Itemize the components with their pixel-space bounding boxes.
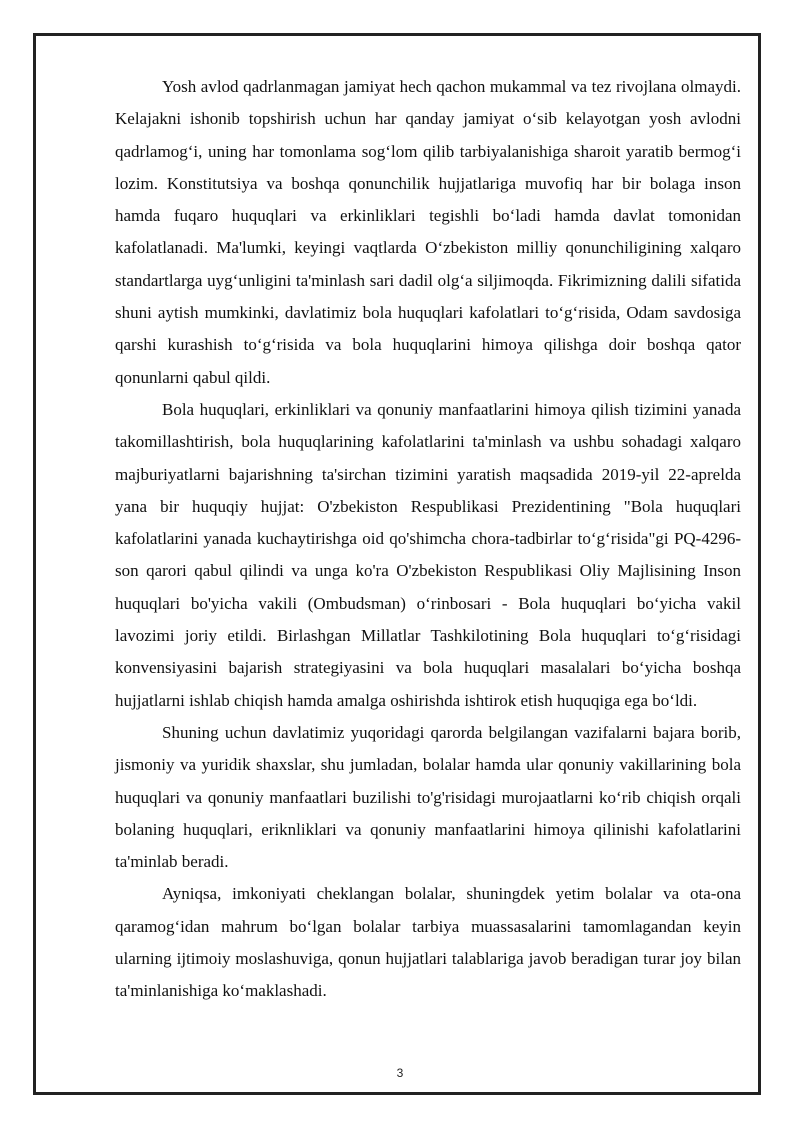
page-number: 3: [396, 1066, 404, 1080]
paragraph-1: Yosh avlod qadrlanmagan jamiyat hech qachon mukammal va tez rivojlana olmaydi. Kelajakni ishonib topshirish uchun har qanday jamiyat o‘sib kelayotgan yosh avlodni qadrlamog‘i, uning har tomonlama sog‘lom qilib tarbiyalanishiga sharoit yaratib bermog‘i lozim. Konstitutsiya va boshqa qonunchilik hujjatlariga muvofiq har bir bolaga inson hamda fuqaro huquqlari va erkinliklari tegishli bo‘ladi hamda davlat tomonidan kafolatlanadi. Ma'lumki, keyingi vaqtlarda O‘zbekiston milliy qonunchiligining xalqaro standartlarga uyg‘unligini ta'minlash sari dadil olg‘a siljimoqda. Fikrimizning dalili sifatida shuni aytish mumkinki, davlatimiz bola huquqlari kafolatlari to‘g‘risida, Odam savdosiga qarshi kurashish to‘g‘risida va bola huquqlarini himoya qilishga doir boshqa qator qonunlarni qabul qildi.: [115, 77, 741, 387]
paragraph-3: Shuning uchun davlatimiz yuqoridagi qarorda belgilangan vazifalarni bajara borib, jismoniy va yuridik shaxslar, shu jumladan, bolalar hamda ular qonuniy vakillarining bola huquqlari va qonuniy manfaatlari buzilishi to'g'risidagi murojaatlarni ko‘rib chiqish orqali bolaning huquqlari, eriknliklari va qonuniy manfaatlarini himoya qilinishi kafolatlarini ta'minlab beradi.: [115, 722, 741, 872]
paragraph-4: Ayniqsa, imkoniyati cheklangan bolalar, shuningdek yetim bolalar va ota-ona qaramog‘idan mahrum bo‘lgan bolalar tarbiya muassasalarini tamomlagandan keyin ularning ijtimoiy moslashuviga, qonun hujjatlari talablariga javob beradigan turar joy bilan ta'minlanishiga ko‘maklashadi.: [115, 884, 741, 1001]
document-body: [115, 71, 741, 1008]
paragraph-2: Bola huquqlari, erkinliklari va qonuniy manfaatlarini himoya qilish tizimini yanada takomillashtirish, bola huquqlarining kafolatlarini ta'minlash va ushbu sohadagi xalqaro majburiyatlarni bajarishning ta'sirchan tizimini yaratish maqsadida 2019-yil 22-aprelda yana bir huquqiy hujjat: O'zbekiston Respublikasi Prezidentining "Bola huquqlari kafolatlarini yanada kuchaytirishga oid qo'shimcha chora-tadbirlar to‘g‘risida"gi PQ-4296-son qarori qabul qilindi va unga ko'ra O'zbekiston Respublikasi Oliy Majlisining Inson huquqlari bo'yicha vakili (Ombudsman) o‘rinbosari - Bola huquqlari bo‘yicha vakil lavozimi joriy etildi. Birlashgan Millatlar Tashkilotining Bola huquqlari to‘g‘risidagi konvensiyasini bajarish strategiyasini va bola huquqlari masalalari bo‘yicha boshqa hujjatlarni ishlab chiqish hamda amalga oshirishda ishtirok etish huquqiga ega bo‘ldi.: [115, 399, 741, 710]
